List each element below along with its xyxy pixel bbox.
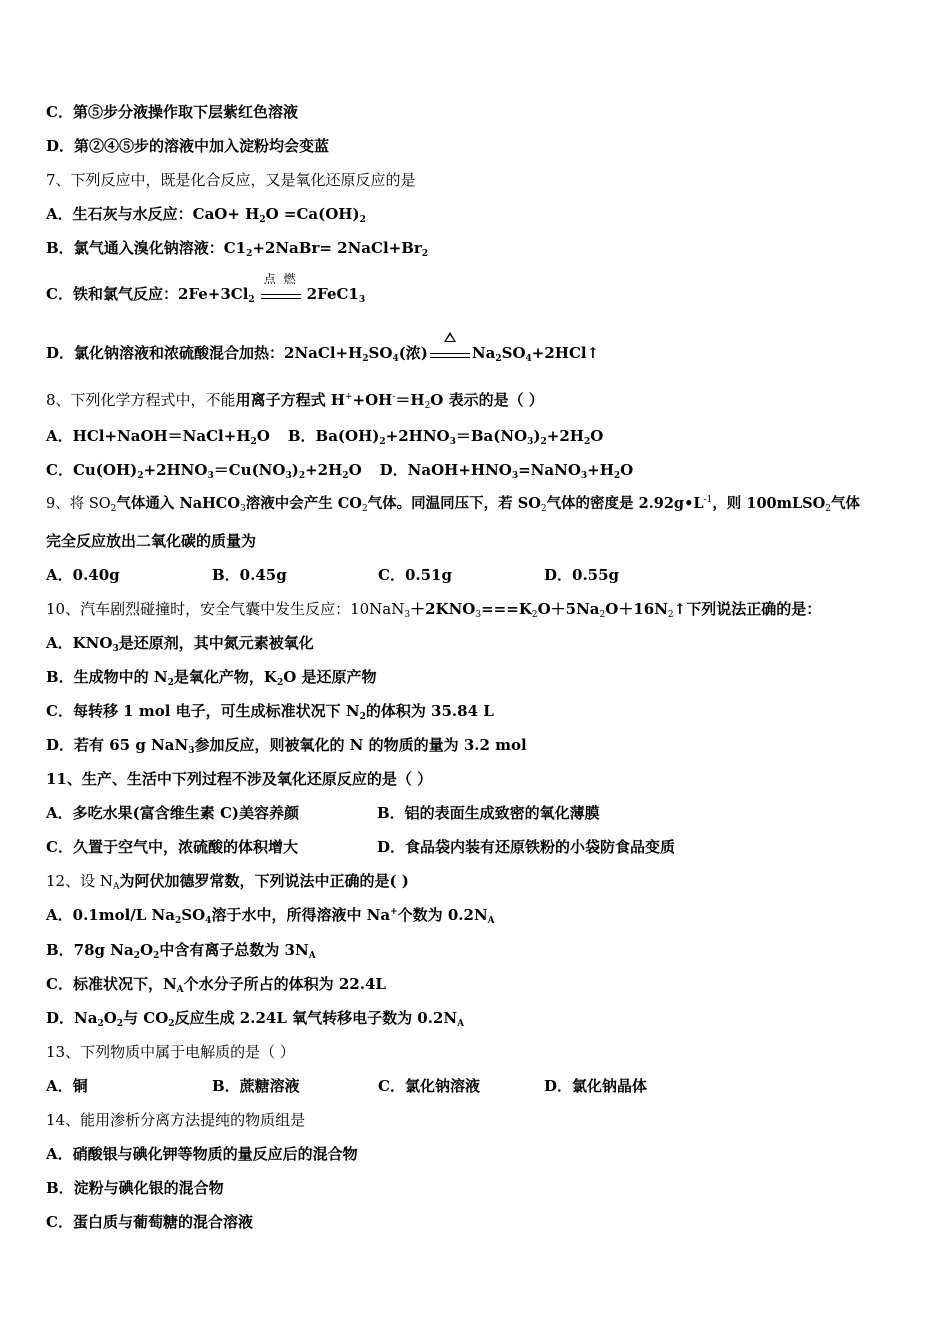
- stem-text: 气体。同温同压下，若 SO: [367, 495, 541, 512]
- subscript: 2: [379, 437, 386, 447]
- subscript: 3: [404, 610, 411, 620]
- option-letter: D．: [46, 137, 75, 155]
- option-text: (浓): [398, 344, 428, 362]
- subscript: 2: [599, 610, 606, 620]
- subscript: 2: [167, 678, 174, 688]
- stem-emphasis: 不能: [205, 391, 236, 409]
- delta-icon: [444, 332, 456, 342]
- option-text: +H: [587, 461, 614, 479]
- subscript: 2: [248, 295, 255, 305]
- subscript: 2: [175, 916, 182, 926]
- option-d: D．氯化钠晶体: [544, 1077, 648, 1095]
- option-c: C．0.51g: [378, 566, 452, 584]
- subscript: 3: [449, 437, 456, 447]
- subscript: 2: [583, 437, 591, 447]
- subscript: 2: [421, 249, 429, 259]
- stem-text: ↑下列说法正确的是：: [673, 600, 822, 618]
- subscript: 2: [540, 504, 547, 514]
- subscript: 3: [207, 471, 214, 481]
- option-text: O =Ca(OH): [265, 205, 360, 223]
- subscript: 2: [246, 249, 253, 259]
- q12-option-d: [46, 1008, 910, 1028]
- subscript: 2: [168, 1019, 175, 1029]
- stem-text: +OH: [352, 391, 393, 409]
- subscript: 3: [511, 471, 519, 481]
- option-text: =NaNO: [518, 461, 581, 479]
- q11-stem: [46, 769, 910, 789]
- option-a: A．0.40g: [46, 566, 120, 584]
- option-text: ): [291, 461, 299, 479]
- q14-option-a: A．硝酸银与碘化钾等物质的量反应后的混合物: [46, 1145, 358, 1163]
- option-text: O: [139, 941, 154, 959]
- q8-options-cd: [46, 460, 910, 480]
- option-letter: C．: [46, 103, 73, 121]
- option-letter: C．: [46, 285, 73, 303]
- stem-text: ＝H: [395, 391, 425, 409]
- subscript: 4: [525, 354, 532, 364]
- q9-stem-line1: [46, 494, 910, 514]
- option-d: D．食品袋内装有还原铁粉的小袋防食品变质: [377, 838, 676, 856]
- option-text: C．每转移 1 mol 电子，可生成标准状况下 N: [46, 702, 360, 720]
- option-text: 氯化钠溶液和浓硫酸混合加热：2NaCl+H: [74, 344, 363, 362]
- stem-text: 用离子方程式 H: [235, 391, 345, 409]
- stem-text: 气体: [831, 495, 861, 512]
- subscript: 2: [825, 504, 832, 514]
- stem-text: ＋2KNO: [410, 600, 476, 618]
- option-b: B．0.45g: [212, 566, 287, 584]
- option-text: +2NaBr= 2NaCl+Br: [252, 239, 422, 257]
- q8-options-ab: [46, 426, 910, 446]
- option-text: SO: [181, 906, 206, 924]
- q11-options-ab: [46, 803, 910, 823]
- option-c: C．氯化钠溶液: [378, 1077, 480, 1095]
- option-text: 溶于水中，所得溶液中 Na: [211, 906, 391, 924]
- subscript: 3: [358, 295, 366, 305]
- subscript: 2: [359, 215, 366, 225]
- option-text: HCl+NaOH＝NaCl+H: [72, 427, 251, 445]
- subscript: 2: [259, 215, 266, 225]
- option-b: B．铝的表面生成致密的氧化薄膜: [377, 804, 600, 822]
- subscript: A: [176, 985, 184, 995]
- stem-text: 气体通入 NaHCO: [116, 495, 240, 512]
- q12-option-b: [46, 940, 910, 960]
- stem-text: 10、汽车剧烈碰撞时，安全气囊中发生反应：10NaN: [46, 600, 405, 618]
- option-text: O: [348, 461, 362, 479]
- subscript: 2: [540, 437, 547, 447]
- subscript: 2: [424, 401, 431, 411]
- q6-option-d: [46, 136, 910, 156]
- option-text: A．KNO: [46, 634, 113, 652]
- subscript: A: [457, 1019, 465, 1029]
- q12-option-c: [46, 974, 910, 994]
- superscript: +: [390, 907, 398, 917]
- subscript: 2: [116, 1019, 124, 1029]
- subscript: 2: [153, 951, 160, 961]
- option-text: O: [103, 1009, 117, 1027]
- subscript: 3: [239, 504, 246, 514]
- option-text: 生石灰与水反应：CaO+ H: [72, 205, 260, 223]
- option-text: C．标准状况下，N: [46, 975, 177, 993]
- option-letter: D．: [46, 344, 75, 362]
- reaction-arrow: [261, 272, 301, 305]
- option-text: SO: [501, 344, 526, 362]
- subscript: A: [112, 882, 120, 892]
- option-text: 参加反应，则被氧化的 N 的物质的量为 3.2 mol: [194, 736, 527, 754]
- option-text: 是还原剂，其中氮元素被氧化: [118, 634, 314, 652]
- q14-option-c: C．蛋白质与葡萄糖的混合溶液: [46, 1213, 253, 1231]
- option-text: 第②④⑤步的溶液中加入淀粉均会变蓝: [74, 137, 330, 155]
- subscript: 3: [285, 471, 292, 481]
- option-text: +2HNO: [143, 461, 208, 479]
- option-text: SO: [368, 344, 393, 362]
- stem-text: 气体的密度是 2.92g•L: [546, 495, 704, 512]
- subscript: 2: [613, 471, 621, 481]
- option-text: O: [256, 427, 270, 445]
- option-text: 的体积为 35.84 L: [365, 702, 494, 720]
- q7-option-c: [46, 272, 910, 305]
- stem-text: ===K: [481, 600, 532, 618]
- q13-options: [46, 1076, 910, 1096]
- option-text: 个数为 0.2N: [397, 906, 488, 924]
- condition-label: 点 燃: [263, 272, 298, 286]
- q14-stem: 14、能用渗析分离方法提纯的物质组是: [46, 1111, 306, 1129]
- option-text: 是氧化产物，K: [173, 668, 277, 686]
- q6-option-c: [46, 102, 910, 122]
- subscript: 3: [188, 746, 195, 756]
- subscript: 2: [110, 504, 117, 514]
- stem-text: O＋16N: [605, 600, 668, 618]
- subscript: 4: [392, 354, 399, 364]
- option-text: O: [620, 461, 634, 479]
- subscript: 2: [276, 678, 284, 688]
- stem-text: 溶液中会产生 CO: [245, 495, 362, 512]
- option-text: +2HNO: [385, 427, 450, 445]
- q9-stem-line2: 完全反应放出二氧化碳的质量为: [46, 532, 257, 550]
- option-text: Cu(OH): [72, 461, 138, 479]
- option-text: NaOH+HNO: [407, 461, 512, 479]
- stem-text: 11、生产、生活中下列过程不涉及氧化还原反应的是（ ）: [46, 770, 433, 788]
- subscript: 2: [97, 1019, 104, 1029]
- stem-text: 12、设 N: [46, 872, 113, 890]
- stem-text: 9、将 SO: [46, 496, 111, 512]
- subscript: 3: [112, 644, 119, 654]
- subscript: A: [487, 916, 495, 926]
- option-letter: B．: [46, 239, 74, 257]
- superscript: -: [392, 392, 396, 402]
- option-a: A．多吃水果(富含维生素 C)美容养颜: [46, 804, 299, 822]
- option-b: B．蔗糖溶液: [212, 1077, 300, 1095]
- subscript: 2: [495, 354, 502, 364]
- option-text: +2H: [305, 461, 343, 479]
- option-text: ＝Cu(NO: [213, 461, 286, 479]
- option-text: D．Na: [46, 1009, 98, 1027]
- subscript: 2: [342, 471, 349, 481]
- option-text: A．0.1mol/L Na: [46, 906, 175, 924]
- stem-text: ，则 100mLSO: [712, 495, 826, 512]
- q11-options-cd: [46, 837, 910, 857]
- subscript: 2: [531, 610, 538, 620]
- option-text: B．78g Na: [46, 941, 134, 959]
- option-text: 与 CO: [123, 1009, 169, 1027]
- q10-option-b: [46, 667, 910, 687]
- q14-option-b: B．淀粉与碘化银的混合物: [46, 1179, 224, 1197]
- option-text: B．生成物中的 N: [46, 668, 168, 686]
- option-d: D．0.55g: [544, 566, 620, 584]
- option-text: Ba(OH): [315, 427, 380, 445]
- option-letter: A．: [46, 205, 73, 223]
- option-text: 铁和氯气反应：2Fe+3Cl: [72, 285, 249, 303]
- superscript: -1: [703, 495, 713, 505]
- option-text: O 是还原产物: [283, 668, 377, 686]
- stem-text: O＋5Na: [537, 600, 600, 618]
- option-letter: A．: [46, 427, 73, 445]
- q7-option-b: [46, 238, 910, 258]
- subscript: 2: [361, 504, 368, 514]
- option-text: 氯气通入溴化钠溶液：C1: [73, 239, 247, 257]
- option-text: D．若有 65 g NaN: [46, 736, 189, 754]
- option-text: Na: [471, 344, 496, 362]
- q7-option-d: [46, 343, 910, 364]
- option-text: +2HCl↑: [531, 344, 600, 362]
- subscript: 3: [580, 471, 588, 481]
- subscript: 2: [359, 712, 366, 722]
- q12-option-a: [46, 905, 910, 925]
- stem-text: 为阿伏加德罗常数，下列说法中正确的是( ): [119, 872, 409, 890]
- option-text: 2FeC1: [306, 285, 359, 303]
- stem-text: 8、下列化学方程式中，: [46, 391, 206, 409]
- option-a: A．铜: [46, 1077, 88, 1095]
- option-text: 个水分子所占的体积为 22.4L: [183, 975, 386, 993]
- subscript: 2: [133, 951, 140, 961]
- subscript: 2: [137, 471, 144, 481]
- option-text: +2H: [546, 427, 584, 445]
- subscript: 2: [250, 437, 257, 447]
- option-text: 反应生成 2.24L 氧气转移电子数为 0.2N: [174, 1009, 458, 1027]
- option-text: O: [590, 427, 604, 445]
- subscript: 2: [667, 610, 674, 620]
- q7-stem: 7、下列反应中，既是化合反应，又是氧化还原反应的是: [46, 171, 416, 189]
- option-letter: C．: [46, 461, 73, 479]
- q10-option-c: [46, 701, 910, 721]
- option-text: ＝Ba(NO: [455, 427, 528, 445]
- q10-option-d: [46, 735, 910, 755]
- q8-stem: [46, 390, 910, 410]
- q7-option-a: [46, 204, 910, 224]
- option-text: 中含有离子总数为 3N: [159, 941, 309, 959]
- option-c: C．久置于空气中，浓硫酸的体积增大: [46, 838, 298, 856]
- option-letter: B．: [287, 427, 316, 445]
- subscript: 2: [362, 354, 369, 364]
- q10-option-a: [46, 633, 910, 653]
- option-letter: D．: [379, 461, 408, 479]
- q10-stem: [46, 599, 910, 619]
- stem-text: O 表示的是（ ）: [430, 391, 544, 409]
- subscript: 3: [475, 610, 482, 620]
- subscript: A: [308, 951, 316, 961]
- subscript: 4: [205, 916, 212, 926]
- q9-options: [46, 565, 910, 585]
- q13-stem: 13、下列物质中属于电解质的是（ ）: [46, 1043, 295, 1061]
- superscript: +: [344, 392, 353, 402]
- heating-arrow: [430, 344, 470, 364]
- option-text: ): [533, 427, 541, 445]
- subscript: 2: [298, 471, 306, 481]
- option-text: 第⑤步分液操作取下层紫红色溶液: [72, 103, 298, 121]
- q12-stem: [46, 871, 910, 891]
- subscript: 3: [527, 437, 534, 447]
